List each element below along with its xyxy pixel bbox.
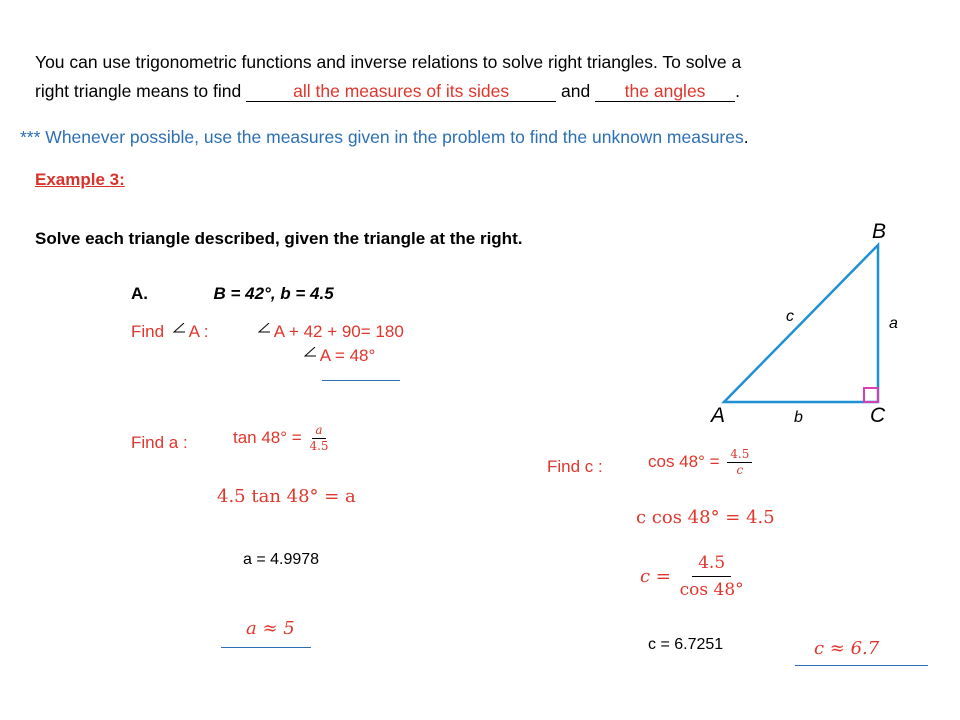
side-a-label: a xyxy=(889,315,898,332)
angle-icon xyxy=(258,323,270,333)
c-solve xyxy=(640,550,744,603)
tan-equation xyxy=(233,423,329,454)
side-c-label: c xyxy=(786,308,794,325)
c-approx: c ≈ 6.7 xyxy=(814,638,880,659)
intro-line1: You can use trigonometric functions and inverse relations to solve right triangles. To solve a xyxy=(35,52,742,72)
note-period: . xyxy=(743,127,749,147)
a-approx: a ≈ 5 xyxy=(246,618,295,639)
answer-underline xyxy=(221,647,311,648)
note-stars: *** xyxy=(20,127,41,147)
find-c-label: Find c : xyxy=(547,457,603,476)
answer-underline xyxy=(322,380,400,381)
cos-numerator: 4.5 xyxy=(727,447,752,463)
step-a-equation: 4.5 tan 48° = a xyxy=(217,486,356,507)
intro-and: and xyxy=(560,81,591,101)
cos-equation xyxy=(648,447,752,478)
intro-end: . xyxy=(735,81,740,101)
eq-angle-result-text: A = 48° xyxy=(319,346,376,365)
step-c-equation: c cos 48° = 4.5 xyxy=(636,507,775,528)
angle-icon xyxy=(304,347,316,357)
triangle-outline xyxy=(724,245,878,402)
intro-line2-start: right triangle means to find xyxy=(35,81,242,101)
tan-text: tan 48° = xyxy=(233,427,302,447)
answer-underline xyxy=(795,665,928,666)
vertex-A: A xyxy=(711,404,726,427)
right-angle-marker xyxy=(864,388,878,402)
note-text: Whenever possible, use the measures given in the problem to find the unknown measures xyxy=(40,127,744,147)
tan-numerator: a xyxy=(312,423,325,439)
c-eq-text: c = xyxy=(640,566,671,587)
vertex-C: C xyxy=(870,404,886,427)
c-numerator: 4.5 xyxy=(692,550,731,577)
angle-icon xyxy=(173,323,185,333)
vertex-B: B xyxy=(872,220,887,243)
c-denominator: cos 48° xyxy=(679,580,744,600)
part-a-heading xyxy=(131,284,334,304)
intro-paragraph xyxy=(35,48,935,106)
cos-fraction xyxy=(727,447,752,478)
eq-angle-sum xyxy=(258,322,404,342)
cos-denominator: c xyxy=(736,463,744,477)
fill-blank-angles: the angles xyxy=(595,81,735,102)
find-A-word: Find xyxy=(131,322,165,341)
tan-fraction xyxy=(309,423,328,454)
find-A-target: A : xyxy=(188,322,209,341)
eq-angle-result xyxy=(304,346,375,366)
cos-text: cos 48° = xyxy=(648,451,720,471)
a-value: a = 4.9978 xyxy=(243,551,320,568)
eq-angle-sum-text: A + 42 + 90= 180 xyxy=(273,322,404,341)
find-A-line xyxy=(131,322,208,342)
c-value: c = 6.7251 xyxy=(648,636,724,653)
fill-blank-sides: all the measures of its sides xyxy=(246,81,556,102)
part-a-label: A. xyxy=(131,284,148,303)
side-b-label: b xyxy=(794,409,803,426)
part-a-given: B = 42°, b = 4.5 xyxy=(213,284,334,303)
c-fraction xyxy=(680,550,744,603)
find-a-label: Find a : xyxy=(131,433,188,452)
tan-denominator: 4.5 xyxy=(309,439,329,453)
instruction-text: Solve each triangle described, given the triangle at the right. xyxy=(35,229,523,248)
tip-note xyxy=(20,127,749,148)
right-triangle-diagram xyxy=(700,215,920,430)
example-label: Example 3: xyxy=(35,170,125,189)
